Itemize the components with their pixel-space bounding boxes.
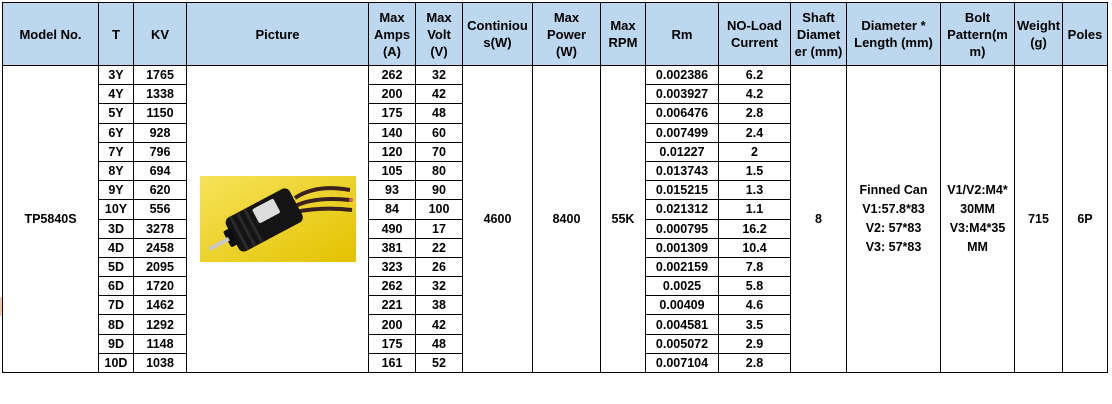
- max-amps-cell[interactable]: 175: [369, 104, 416, 123]
- kv-cell[interactable]: 796: [134, 142, 187, 161]
- kv-cell[interactable]: 1765: [134, 66, 187, 85]
- t-cell[interactable]: 4Y: [99, 85, 134, 104]
- max-volt-cell[interactable]: 52: [416, 353, 463, 372]
- rm-cell[interactable]: 0.003927: [646, 85, 719, 104]
- max-volt-cell[interactable]: 60: [416, 123, 463, 142]
- bolt-pattern-line: V3:M4*35: [949, 221, 1006, 235]
- max-amps-cell[interactable]: 262: [369, 277, 416, 296]
- t-cell[interactable]: 6D: [99, 277, 134, 296]
- rm-cell[interactable]: 0.00409: [646, 296, 719, 315]
- no-load-cell[interactable]: 2.8: [719, 353, 791, 372]
- max-volt-cell[interactable]: 42: [416, 85, 463, 104]
- no-load-cell[interactable]: 5.8: [719, 277, 791, 296]
- rm-cell[interactable]: 0.001309: [646, 238, 719, 257]
- header-max-power[interactable]: Max Power (W): [533, 3, 601, 66]
- bolt-pattern-line: MM: [967, 240, 988, 254]
- diameter-length-cell[interactable]: [847, 66, 941, 373]
- picture-cell[interactable]: [187, 66, 369, 373]
- rm-cell[interactable]: 0.021312: [646, 200, 719, 219]
- rm-cell[interactable]: 0.007104: [646, 353, 719, 372]
- max-power-cell[interactable]: 8400: [533, 66, 601, 373]
- header-max-amps[interactable]: Max Amps (A): [369, 3, 416, 66]
- max-amps-cell[interactable]: 490: [369, 219, 416, 238]
- t-cell[interactable]: 4D: [99, 238, 134, 257]
- max-amps-cell[interactable]: 381: [369, 238, 416, 257]
- header-kv[interactable]: KV: [134, 3, 187, 66]
- max-volt-cell[interactable]: 80: [416, 161, 463, 180]
- header-max-rpm[interactable]: Max RPM: [601, 3, 646, 66]
- max-amps-cell[interactable]: 161: [369, 353, 416, 372]
- header-weight[interactable]: Weight (g): [1015, 3, 1063, 66]
- table-row: [3, 66, 1108, 85]
- max-volt-cell[interactable]: 32: [416, 277, 463, 296]
- header-row: [3, 3, 1108, 66]
- header-rm[interactable]: Rm: [646, 3, 719, 66]
- t-cell[interactable]: 6Y: [99, 123, 134, 142]
- no-load-cell[interactable]: 2: [719, 142, 791, 161]
- max-volt-cell[interactable]: 17: [416, 219, 463, 238]
- max-amps-cell[interactable]: 105: [369, 161, 416, 180]
- header-poles[interactable]: Poles: [1063, 3, 1108, 66]
- poles-cell[interactable]: 6P: [1063, 66, 1108, 373]
- header-no-load[interactable]: NO-Load Current: [719, 3, 791, 66]
- t-cell[interactable]: 9Y: [99, 181, 134, 200]
- header-max-volt[interactable]: Max Volt (V): [416, 3, 463, 66]
- no-load-cell[interactable]: 2.9: [719, 334, 791, 353]
- header-continuous[interactable]: Continiou s(W): [463, 3, 533, 66]
- t-cell[interactable]: 7Y: [99, 142, 134, 161]
- kv-cell[interactable]: 694: [134, 161, 187, 180]
- diameter-length-line: V2: 57*83: [865, 221, 922, 235]
- shaft-cell[interactable]: 8: [791, 66, 847, 373]
- kv-cell[interactable]: 1720: [134, 277, 187, 296]
- no-load-cell[interactable]: 2.4: [719, 123, 791, 142]
- kv-cell[interactable]: 620: [134, 181, 187, 200]
- rm-cell[interactable]: 0.006476: [646, 104, 719, 123]
- header-model[interactable]: Model No.: [3, 3, 99, 66]
- max-volt-cell[interactable]: 22: [416, 238, 463, 257]
- no-load-cell[interactable]: 6.2: [719, 66, 791, 85]
- no-load-cell[interactable]: 2.8: [719, 104, 791, 123]
- t-cell[interactable]: 8Y: [99, 161, 134, 180]
- max-amps-cell[interactable]: 140: [369, 123, 416, 142]
- rm-cell[interactable]: 0.000795: [646, 219, 719, 238]
- no-load-cell[interactable]: 16.2: [719, 219, 791, 238]
- rm-cell[interactable]: 0.013743: [646, 161, 719, 180]
- kv-cell[interactable]: 2458: [134, 238, 187, 257]
- kv-cell[interactable]: 1150: [134, 104, 187, 123]
- t-cell[interactable]: 10D: [99, 353, 134, 372]
- bolt-pattern-line: 30MM: [960, 202, 995, 216]
- header-diameter-length[interactable]: Diameter * Length (mm): [847, 3, 941, 66]
- no-load-cell[interactable]: 4.6: [719, 296, 791, 315]
- max-volt-cell[interactable]: 48: [416, 104, 463, 123]
- t-cell[interactable]: 5D: [99, 257, 134, 276]
- no-load-cell[interactable]: 7.8: [719, 257, 791, 276]
- rm-cell[interactable]: 0.005072: [646, 334, 719, 353]
- no-load-cell[interactable]: 1.5: [719, 161, 791, 180]
- kv-cell[interactable]: 1292: [134, 315, 187, 334]
- max-volt-cell[interactable]: 90: [416, 181, 463, 200]
- max-volt-cell[interactable]: 42: [416, 315, 463, 334]
- model-cell[interactable]: TP5840S: [3, 66, 99, 373]
- rm-cell[interactable]: 0.007499: [646, 123, 719, 142]
- t-cell[interactable]: 5Y: [99, 104, 134, 123]
- kv-cell[interactable]: 3278: [134, 219, 187, 238]
- rm-cell[interactable]: 0.004581: [646, 315, 719, 334]
- kv-cell[interactable]: 2095: [134, 257, 187, 276]
- no-load-cell[interactable]: 1.1: [719, 200, 791, 219]
- max-amps-cell[interactable]: 262: [369, 66, 416, 85]
- max-amps-cell[interactable]: 221: [369, 296, 416, 315]
- continuous-cell[interactable]: 4600: [463, 66, 533, 373]
- kv-cell[interactable]: 1148: [134, 334, 187, 353]
- max-volt-cell[interactable]: 100: [416, 200, 463, 219]
- motor-picture: [200, 176, 356, 262]
- rm-cell[interactable]: 0.002386: [646, 66, 719, 85]
- no-load-cell[interactable]: 3.5: [719, 315, 791, 334]
- max-amps-cell[interactable]: 120: [369, 142, 416, 161]
- t-cell[interactable]: 7D: [99, 296, 134, 315]
- kv-cell[interactable]: 1462: [134, 296, 187, 315]
- t-cell[interactable]: 3D: [99, 219, 134, 238]
- rm-cell[interactable]: 0.015215: [646, 181, 719, 200]
- bolt-pattern-cell[interactable]: [941, 66, 1015, 373]
- header-bolt[interactable]: Bolt Pattern(m m): [941, 3, 1015, 66]
- max-volt-cell[interactable]: 70: [416, 142, 463, 161]
- diameter-length-line: Finned Can: [859, 183, 928, 197]
- t-cell[interactable]: 3Y: [99, 66, 134, 85]
- weight-cell[interactable]: 715: [1015, 66, 1063, 373]
- kv-cell[interactable]: 928: [134, 123, 187, 142]
- diameter-length-line: V1:57.8*83: [862, 202, 925, 216]
- motor-spec-table: [2, 2, 1108, 373]
- max-volt-cell[interactable]: 26: [416, 257, 463, 276]
- max-amps-cell[interactable]: 93: [369, 181, 416, 200]
- t-cell[interactable]: 10Y: [99, 200, 134, 219]
- max-volt-cell[interactable]: 38: [416, 296, 463, 315]
- max-amps-cell[interactable]: 200: [369, 85, 416, 104]
- rm-cell[interactable]: 0.01227: [646, 142, 719, 161]
- max-amps-cell[interactable]: 175: [369, 334, 416, 353]
- header-shaft[interactable]: Shaft Diamet er (mm): [791, 3, 847, 66]
- t-cell[interactable]: 9D: [99, 334, 134, 353]
- diameter-length-line: V3: 57*83: [865, 240, 922, 254]
- max-amps-cell[interactable]: 84: [369, 200, 416, 219]
- no-load-cell[interactable]: 4.2: [719, 85, 791, 104]
- max-amps-cell[interactable]: 200: [369, 315, 416, 334]
- header-t[interactable]: T: [99, 3, 134, 66]
- t-cell[interactable]: 8D: [99, 315, 134, 334]
- rm-cell[interactable]: 0.002159: [646, 257, 719, 276]
- max-volt-cell[interactable]: 48: [416, 334, 463, 353]
- max-volt-cell[interactable]: 32: [416, 66, 463, 85]
- no-load-cell[interactable]: 10.4: [719, 238, 791, 257]
- bolt-pattern-line: V1/V2:M4*: [947, 183, 1008, 197]
- max-amps-cell[interactable]: 323: [369, 257, 416, 276]
- header-picture[interactable]: Picture: [187, 3, 369, 66]
- kv-cell[interactable]: 1038: [134, 353, 187, 372]
- kv-cell[interactable]: 1338: [134, 85, 187, 104]
- rm-cell[interactable]: 0.0025: [646, 277, 719, 296]
- no-load-cell[interactable]: 1.3: [719, 181, 791, 200]
- max-rpm-cell[interactable]: 55K: [601, 66, 646, 373]
- kv-cell[interactable]: 556: [134, 200, 187, 219]
